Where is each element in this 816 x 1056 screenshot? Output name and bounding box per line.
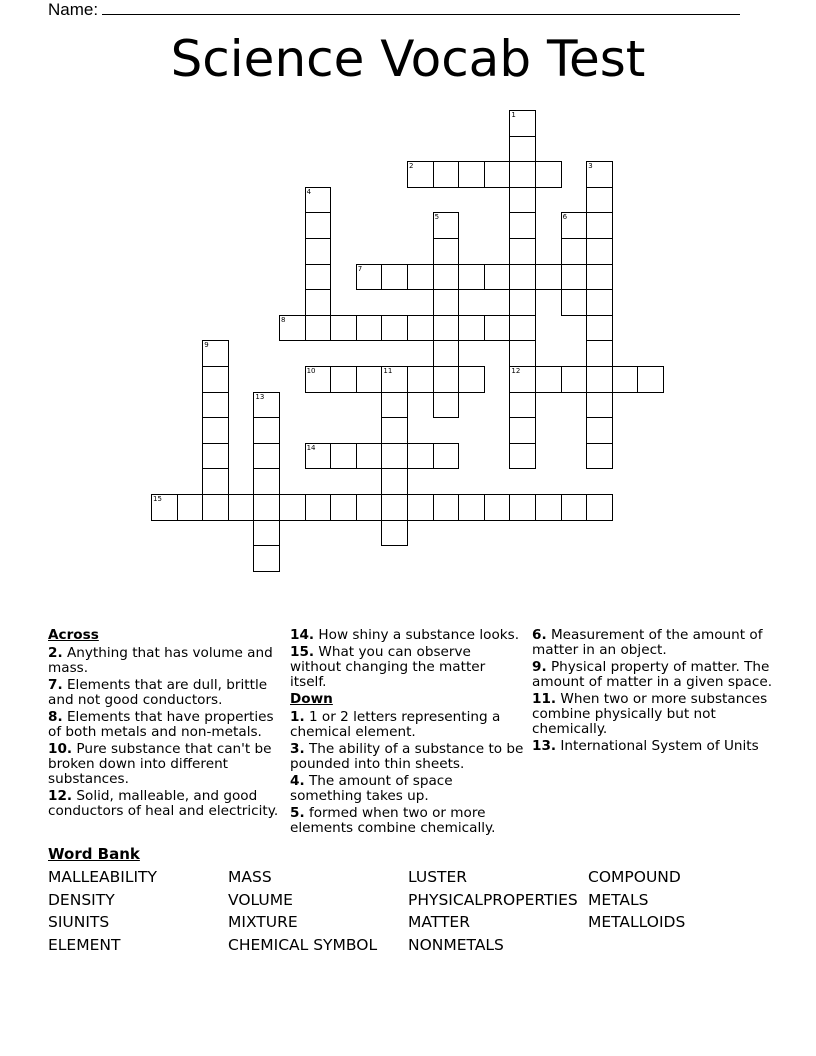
clue-down-6: 6. Measurement of the amount of matter in an object. [532, 627, 763, 658]
crossword-cell[interactable] [151, 494, 178, 521]
crossword-cell[interactable] [381, 520, 408, 547]
word-bank-item: ELEMENT [48, 936, 121, 954]
word-bank-item: MASS [228, 868, 272, 886]
crossword-cell[interactable] [586, 315, 613, 342]
crossword-cell[interactable] [356, 494, 383, 521]
crossword-cell[interactable] [586, 187, 613, 214]
word-bank-item: COMPOUND [588, 868, 681, 886]
crossword-cell[interactable] [586, 494, 613, 521]
crossword-cell[interactable] [484, 494, 511, 521]
crossword-cell[interactable] [433, 289, 460, 316]
word-bank-item: METALLOIDS [588, 913, 686, 931]
crossword-cell[interactable] [586, 392, 613, 419]
crossword-cell[interactable] [381, 468, 408, 495]
crossword-cell[interactable] [202, 443, 229, 470]
cell-number: 1 [511, 111, 516, 119]
crossword-cell[interactable] [305, 238, 332, 265]
crossword-cell[interactable] [586, 340, 613, 367]
clue-down-5: 5. formed when two or more elements combine chemically. [290, 805, 496, 836]
word-bank-item: MALLEABILITY [48, 868, 157, 886]
clue-across-10: 10. Pure substance that can't be broken down into different substances. [48, 741, 272, 787]
crossword-cell[interactable] [484, 315, 511, 342]
crossword-cell[interactable] [509, 212, 536, 239]
crossword-cell[interactable] [561, 366, 588, 393]
crossword-cell[interactable] [561, 289, 588, 316]
crossword-cell[interactable] [612, 366, 639, 393]
word-bank-item: METALS [588, 891, 649, 909]
crossword-cell[interactable] [356, 264, 383, 291]
crossword-cell[interactable] [202, 468, 229, 495]
crossword-cell[interactable] [509, 238, 536, 265]
crossword-cell[interactable] [458, 315, 485, 342]
crossword-cell[interactable] [433, 340, 460, 367]
crossword-cell[interactable] [484, 161, 511, 188]
clues-column-1 [48, 628, 283, 821]
word-bank-item: PHYSICALPROPERTIES [408, 891, 578, 909]
crossword-cell[interactable] [509, 366, 536, 393]
crossword-cell[interactable] [561, 212, 588, 239]
crossword-cell[interactable] [407, 366, 434, 393]
clue-across-14: 14. How shiny a substance looks. [290, 627, 520, 643]
crossword-cell[interactable] [561, 494, 588, 521]
crossword-cell[interactable] [305, 315, 332, 342]
crossword-cell[interactable] [202, 494, 229, 521]
crossword-cell[interactable] [381, 264, 408, 291]
clue-down-11: 11. When two or more substances combine physically but not chemically. [532, 691, 768, 737]
crossword-cell[interactable] [330, 443, 357, 470]
crossword-cell[interactable] [330, 315, 357, 342]
clues-column-3 [532, 628, 772, 756]
crossword-cell[interactable] [305, 289, 332, 316]
crossword-cell[interactable] [509, 289, 536, 316]
clue-across-15: 15. What you can observe without changing the matter itself. [290, 644, 486, 690]
crossword-cell[interactable] [509, 161, 536, 188]
crossword-cell[interactable] [535, 161, 562, 188]
crossword-cell[interactable] [381, 315, 408, 342]
cell-number: 13 [255, 392, 265, 401]
cell-number: 6 [562, 213, 568, 222]
crossword-cell[interactable] [586, 366, 613, 393]
crossword-cell[interactable] [433, 315, 460, 342]
cell-number: 4 [306, 187, 312, 196]
crossword-cell[interactable] [433, 238, 460, 265]
cell-number: 11 [383, 367, 393, 375]
crossword-cell[interactable] [586, 212, 613, 239]
clue-across-7: 7. Elements that are dull, brittle and not good conductors. [48, 677, 268, 708]
cell-number: 2 [409, 162, 414, 171]
across-heading: Across [48, 627, 99, 643]
crossword-cell[interactable] [586, 443, 613, 470]
crossword-cell[interactable] [279, 315, 306, 342]
cell-number: 8 [281, 315, 286, 324]
crossword-cell[interactable] [381, 494, 408, 521]
crossword-cell[interactable] [305, 264, 332, 291]
crossword-cell[interactable] [356, 315, 383, 342]
crossword-cell[interactable] [253, 392, 280, 419]
clue-down-4: 4. The amount of space something takes up. [290, 773, 453, 804]
crossword-cell[interactable] [535, 366, 562, 393]
crossword-cell[interactable] [305, 443, 332, 470]
crossword-cell[interactable] [509, 443, 536, 470]
crossword-cell[interactable] [202, 366, 229, 393]
crossword-cell[interactable] [305, 212, 332, 239]
word-bank-item: CHEMICAL SYMBOL [228, 936, 378, 954]
crossword-cell[interactable] [407, 443, 434, 470]
cell-number: 10 [306, 367, 316, 375]
crossword-cell[interactable] [509, 494, 536, 521]
word-bank-heading: Word Bank [48, 845, 140, 863]
clue-down-1: 1. 1 or 2 letters representing a chemical element. [290, 709, 501, 740]
crossword-cell[interactable] [253, 494, 280, 521]
crossword-cell[interactable] [561, 264, 588, 291]
word-bank-item: SIUNITS [48, 913, 110, 931]
page-title: Science Vocab Test [170, 30, 646, 88]
crossword-cell[interactable] [433, 366, 460, 393]
crossword-cell[interactable] [253, 545, 280, 572]
crossword-cell[interactable] [509, 417, 536, 444]
word-bank-item: NONMETALS [408, 936, 504, 954]
crossword-cell[interactable] [535, 494, 562, 521]
clue-down-3: 3. The ability of a substance to be pounded into thin sheets. [290, 741, 524, 772]
crossword-cell[interactable] [177, 494, 204, 521]
crossword-cell[interactable] [305, 187, 332, 214]
crossword-cell[interactable] [509, 340, 536, 367]
crossword-cell[interactable] [433, 161, 460, 188]
cell-number: 9 [204, 341, 209, 350]
crossword-cell[interactable] [356, 366, 383, 393]
name-label: Name: [48, 0, 99, 19]
crossword-cell[interactable] [586, 417, 613, 444]
crossword-cell[interactable] [253, 443, 280, 470]
crossword-cell[interactable] [535, 264, 562, 291]
crossword-cell[interactable] [330, 494, 357, 521]
crossword-cell[interactable] [330, 366, 357, 393]
cell-number: 12 [511, 367, 521, 375]
cell-number: 14 [306, 443, 316, 452]
word-bank-item: MATTER [408, 913, 470, 931]
crossword-cell[interactable] [586, 161, 613, 188]
crossword-cell[interactable] [561, 238, 588, 265]
clue-across-8: 8. Elements that have properties of both metals and non-metals. [48, 709, 274, 740]
crossword-cell[interactable] [253, 520, 280, 547]
clue-down-9: 9. Physical property of matter. The amount of matter in a given space. [532, 659, 773, 690]
crossword-cell[interactable] [381, 366, 408, 393]
crossword-cell[interactable] [228, 494, 255, 521]
crossword-cell[interactable] [458, 264, 485, 291]
crossword-cell[interactable] [509, 136, 536, 163]
crossword-cell[interactable] [433, 443, 460, 470]
crossword-cell[interactable] [381, 392, 408, 419]
crossword-cell[interactable] [305, 366, 332, 393]
cell-number: 5 [434, 213, 440, 222]
cell-number: 15 [153, 495, 162, 503]
crossword-cell[interactable] [381, 417, 408, 444]
crossword-cell[interactable] [407, 161, 434, 188]
crossword-cell[interactable] [253, 417, 280, 444]
crossword-cell[interactable] [484, 264, 511, 291]
crossword-cell[interactable] [509, 315, 536, 342]
crossword-cell[interactable] [202, 392, 229, 419]
word-bank-item: LUSTER [408, 868, 468, 886]
crossword-cell[interactable] [458, 366, 485, 393]
clues-column-2 [290, 628, 525, 838]
word-bank-item: MIXTURE [228, 913, 298, 931]
crossword-cell[interactable] [407, 494, 434, 521]
crossword-cell[interactable] [433, 264, 460, 291]
crossword-cell[interactable] [637, 366, 664, 393]
crossword-cell[interactable] [509, 110, 536, 137]
crossword-cell[interactable] [407, 315, 434, 342]
crossword-cell[interactable] [202, 340, 229, 367]
word-bank-item: VOLUME [228, 891, 293, 909]
crossword-cell[interactable] [305, 494, 332, 521]
crossword-cell[interactable] [509, 187, 536, 214]
crossword-cell[interactable] [458, 494, 485, 521]
crossword-cell[interactable] [381, 443, 408, 470]
crossword-cell[interactable] [433, 392, 460, 419]
cell-number: 3 [588, 162, 593, 171]
crossword-cell[interactable] [509, 392, 536, 419]
down-heading: Down [290, 691, 333, 707]
crossword-cell[interactable] [253, 468, 280, 495]
crossword-cell[interactable] [407, 264, 434, 291]
word-bank-item: DENSITY [48, 891, 115, 909]
cell-number: 7 [357, 264, 363, 273]
crossword-cell[interactable] [509, 264, 536, 291]
clue-across-2: 2. Anything that has volume and mass. [48, 645, 273, 676]
crossword-cell[interactable] [586, 289, 613, 316]
crossword-cell[interactable] [586, 264, 613, 291]
crossword-cell[interactable] [433, 212, 460, 239]
crossword-cell[interactable] [202, 417, 229, 444]
crossword-cell[interactable] [458, 161, 485, 188]
crossword-cell[interactable] [433, 494, 460, 521]
clue-across-12: 12. Solid, malleable, and good conductors of heal and electricity. [48, 788, 279, 819]
crossword-cell[interactable] [279, 494, 306, 521]
crossword-cell[interactable] [356, 443, 383, 470]
clue-down-13: 13. International System of Units [532, 738, 759, 754]
crossword-cell[interactable] [586, 238, 613, 265]
